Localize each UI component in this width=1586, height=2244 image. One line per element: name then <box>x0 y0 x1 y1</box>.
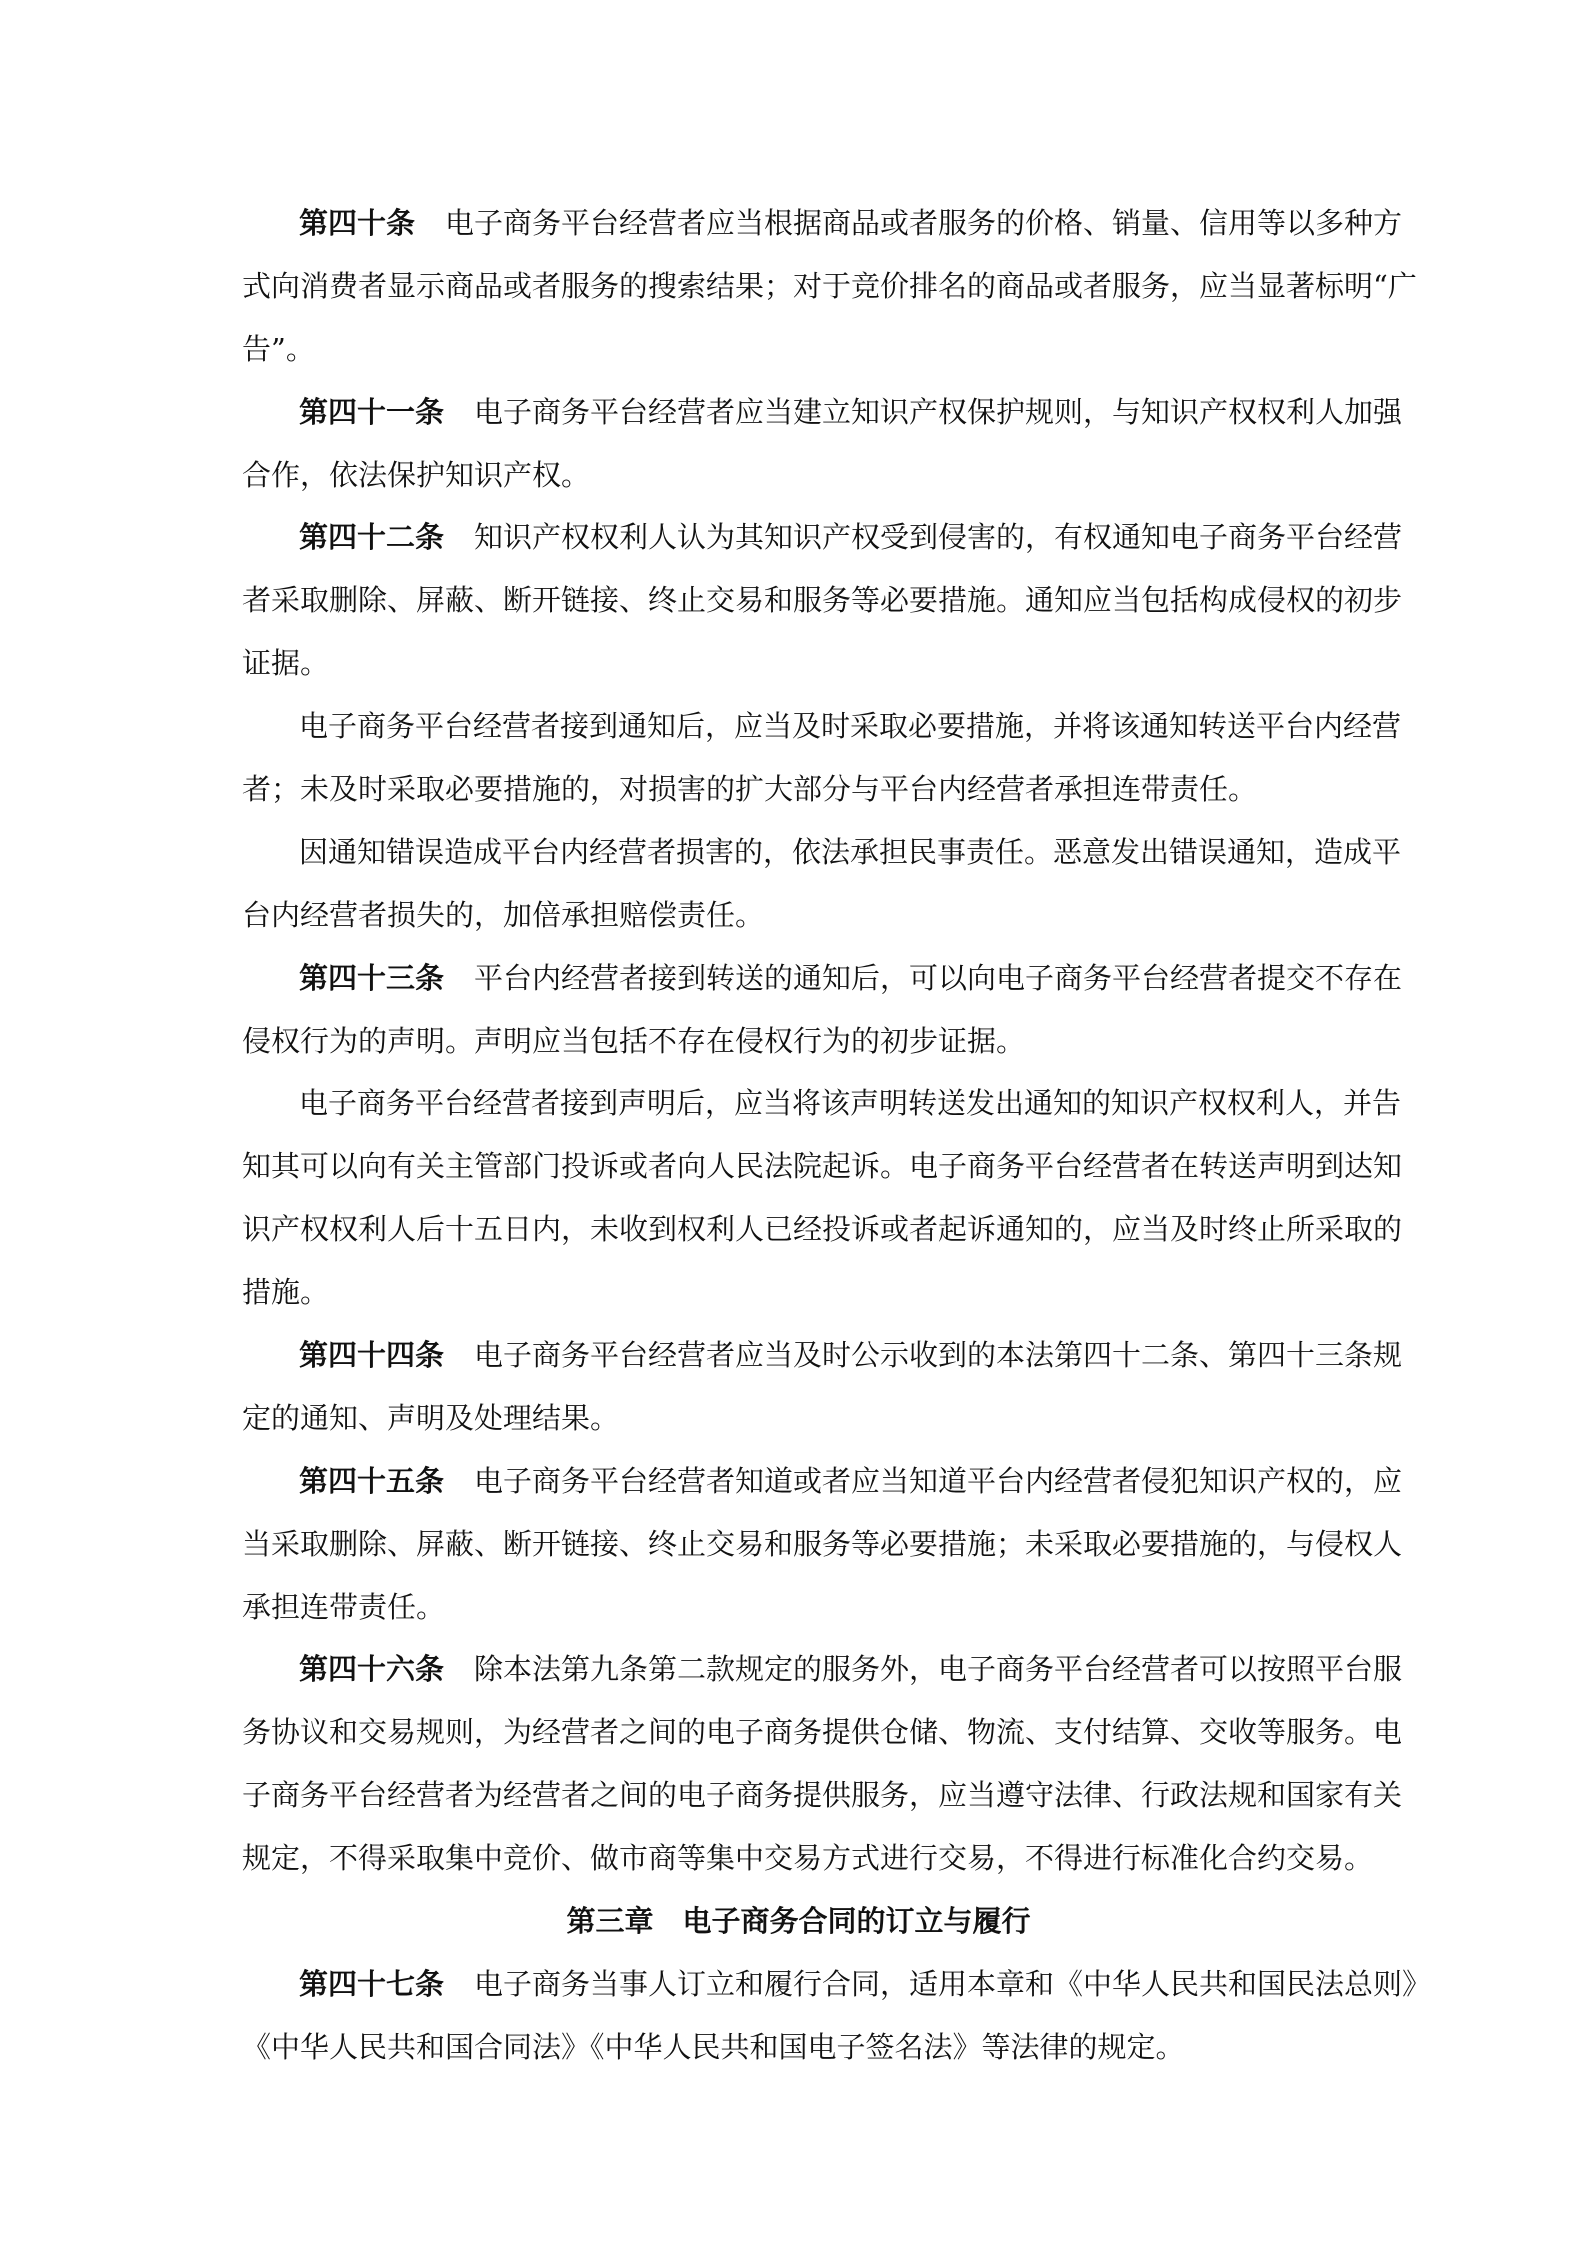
article-number: 第四十条 <box>299 206 416 240</box>
line-text: 式向消费者显示商品或者服务的搜索结果；对于竞价排名的商品或者服务，应当显著标明“广 <box>242 268 1417 303</box>
text-line <box>242 506 1403 569</box>
paragraph <box>242 695 1402 821</box>
line-text: 子商务平台经营者为经营者之间的电子商务提供服务，应当遵守法律、行政法规和国家有关 <box>242 1778 1403 1813</box>
article-number: 第四十一条 <box>299 394 445 429</box>
article-number: 第四十四条 <box>299 1338 445 1373</box>
text-line <box>242 1638 1403 1701</box>
line-text: 电子商务当事人订立和履行合同，适用本章和《中华人民共和国民法总则》 <box>474 1966 1432 2001</box>
text-line <box>242 947 1403 1010</box>
line-text: 定的通知、声明及处理结果。 <box>242 1400 620 1435</box>
line-text: 当采取删除、屏蔽、断开链接、终止交易和服务等必要措施；未采取必要措施的，与侵权人 <box>242 1526 1403 1561</box>
text-line <box>242 1827 1374 1890</box>
line-text: 者；未及时采取必要措施的，对损害的扩大部分与平台内经营者承担连带责任。 <box>242 772 1258 807</box>
line-text: 规定，不得采取集中竞价、做市商等集中交易方式进行交易，不得进行标准化合约交易。 <box>242 1841 1374 1876</box>
line-text: 因通知错误造成平台内经营者损害的，依法承担民事责任。恶意发出错误通知，造成平 <box>299 834 1402 869</box>
article-number: 第四十七条 <box>299 1966 445 2001</box>
article-number: 第四十五条 <box>299 1463 445 1498</box>
line-text: 告”。 <box>242 331 315 366</box>
line-text: 措施。 <box>242 1275 330 1310</box>
line-text: 证据。 <box>242 646 330 681</box>
text-line <box>242 381 1403 444</box>
chapter-heading: 第三章 电子商务合同的订立与履行 <box>566 1904 1031 1939</box>
text-line <box>242 1953 1432 2016</box>
text-line <box>242 1576 1355 1639</box>
article-number: 第四十六条 <box>299 1652 445 1687</box>
line-text: 承担连带责任。 <box>242 1589 446 1624</box>
line-text: 者采取删除、屏蔽、断开链接、终止交易和服务等必要措施。通知应当包括构成侵权的初步 <box>242 583 1403 618</box>
article-paragraph <box>242 381 1403 507</box>
article-paragraph <box>242 1450 1403 1639</box>
line-text: 电子商务平台经营者应当根据商品或者服务的价格、销量、信用等以多种方 <box>445 206 1403 240</box>
article-paragraph <box>242 192 1417 381</box>
text-line <box>242 632 1355 695</box>
text-line <box>242 1010 1355 1073</box>
article-paragraph <box>242 1324 1403 1450</box>
text-line <box>242 1072 1402 1135</box>
line-text: 侵权行为的声明。声明应当包括不存在侵权行为的初步证据。 <box>242 1023 1026 1058</box>
article-paragraph <box>242 1638 1403 1890</box>
text-line <box>242 255 1417 318</box>
article-paragraph <box>242 506 1403 695</box>
text-line <box>242 1450 1403 1513</box>
text-line <box>242 1324 1403 1387</box>
text-line <box>242 1135 1403 1198</box>
line-text: 合作，依法保护知识产权。 <box>242 457 591 492</box>
text-line <box>242 1764 1403 1827</box>
article-number: 第四十三条 <box>299 960 445 995</box>
line-text: 电子商务平台经营者接到声明后，应当将该声明转送发出通知的知识产权权利人，并告 <box>299 1086 1402 1121</box>
text-line <box>242 1261 1355 1324</box>
text-line <box>242 695 1402 758</box>
line-text: 除本法第九条第二款规定的服务外，电子商务平台经营者可以按照平台服 <box>474 1652 1403 1687</box>
line-text: 电子商务平台经营者应当建立知识产权保护规则，与知识产权权利人加强 <box>474 394 1403 429</box>
text-line <box>242 569 1403 632</box>
article-paragraph <box>242 1953 1432 2079</box>
text-line <box>242 821 1402 884</box>
line-text: 台内经营者损失的，加倍承担赔偿责任。 <box>242 897 765 932</box>
text-line <box>242 758 1355 821</box>
line-text: 平台内经营者接到转送的通知后，可以向电子商务平台经营者提交不存在 <box>474 960 1403 995</box>
text-line <box>242 884 1355 947</box>
article-paragraph <box>242 947 1403 1073</box>
text-line <box>242 1513 1403 1576</box>
text-line <box>242 192 1403 255</box>
text-line <box>242 1198 1403 1261</box>
text-line <box>242 1387 1355 1450</box>
paragraph <box>242 1072 1403 1324</box>
line-text: 知识产权权利人认为其知识产权受到侵害的，有权通知电子商务平台经营 <box>474 520 1403 555</box>
line-text: 电子商务平台经营者接到通知后，应当及时采取必要措施，并将该通知转送平台内经营 <box>299 709 1402 744</box>
line-text: 《中华人民共和国合同法》《中华人民共和国电子签名法》等法律的规定。 <box>242 2029 1185 2064</box>
line-text: 务协议和交易规则，为经营者之间的电子商务提供仓储、物流、支付结算、交收等服务。电 <box>242 1715 1403 1750</box>
text-line <box>242 318 1355 381</box>
paragraph <box>242 821 1402 947</box>
line-text: 电子商务平台经营者应当及时公示收到的本法第四十二条、第四十三条规 <box>474 1338 1403 1373</box>
line-text: 知其可以向有关主管部门投诉或者向人民法院起诉。电子商务平台经营者在转送声明到达知 <box>242 1149 1403 1184</box>
line-text: 电子商务平台经营者知道或者应当知道平台内经营者侵犯知识产权的，应 <box>474 1463 1403 1498</box>
text-line <box>242 444 1355 507</box>
document-body <box>242 192 1432 2079</box>
text-line <box>242 2016 1355 2079</box>
line-text: 识产权权利人后十五日内，未收到权利人已经投诉或者起诉通知的，应当及时终止所采取的 <box>242 1212 1403 1247</box>
text-line <box>242 1701 1403 1764</box>
article-number: 第四十二条 <box>299 520 445 555</box>
